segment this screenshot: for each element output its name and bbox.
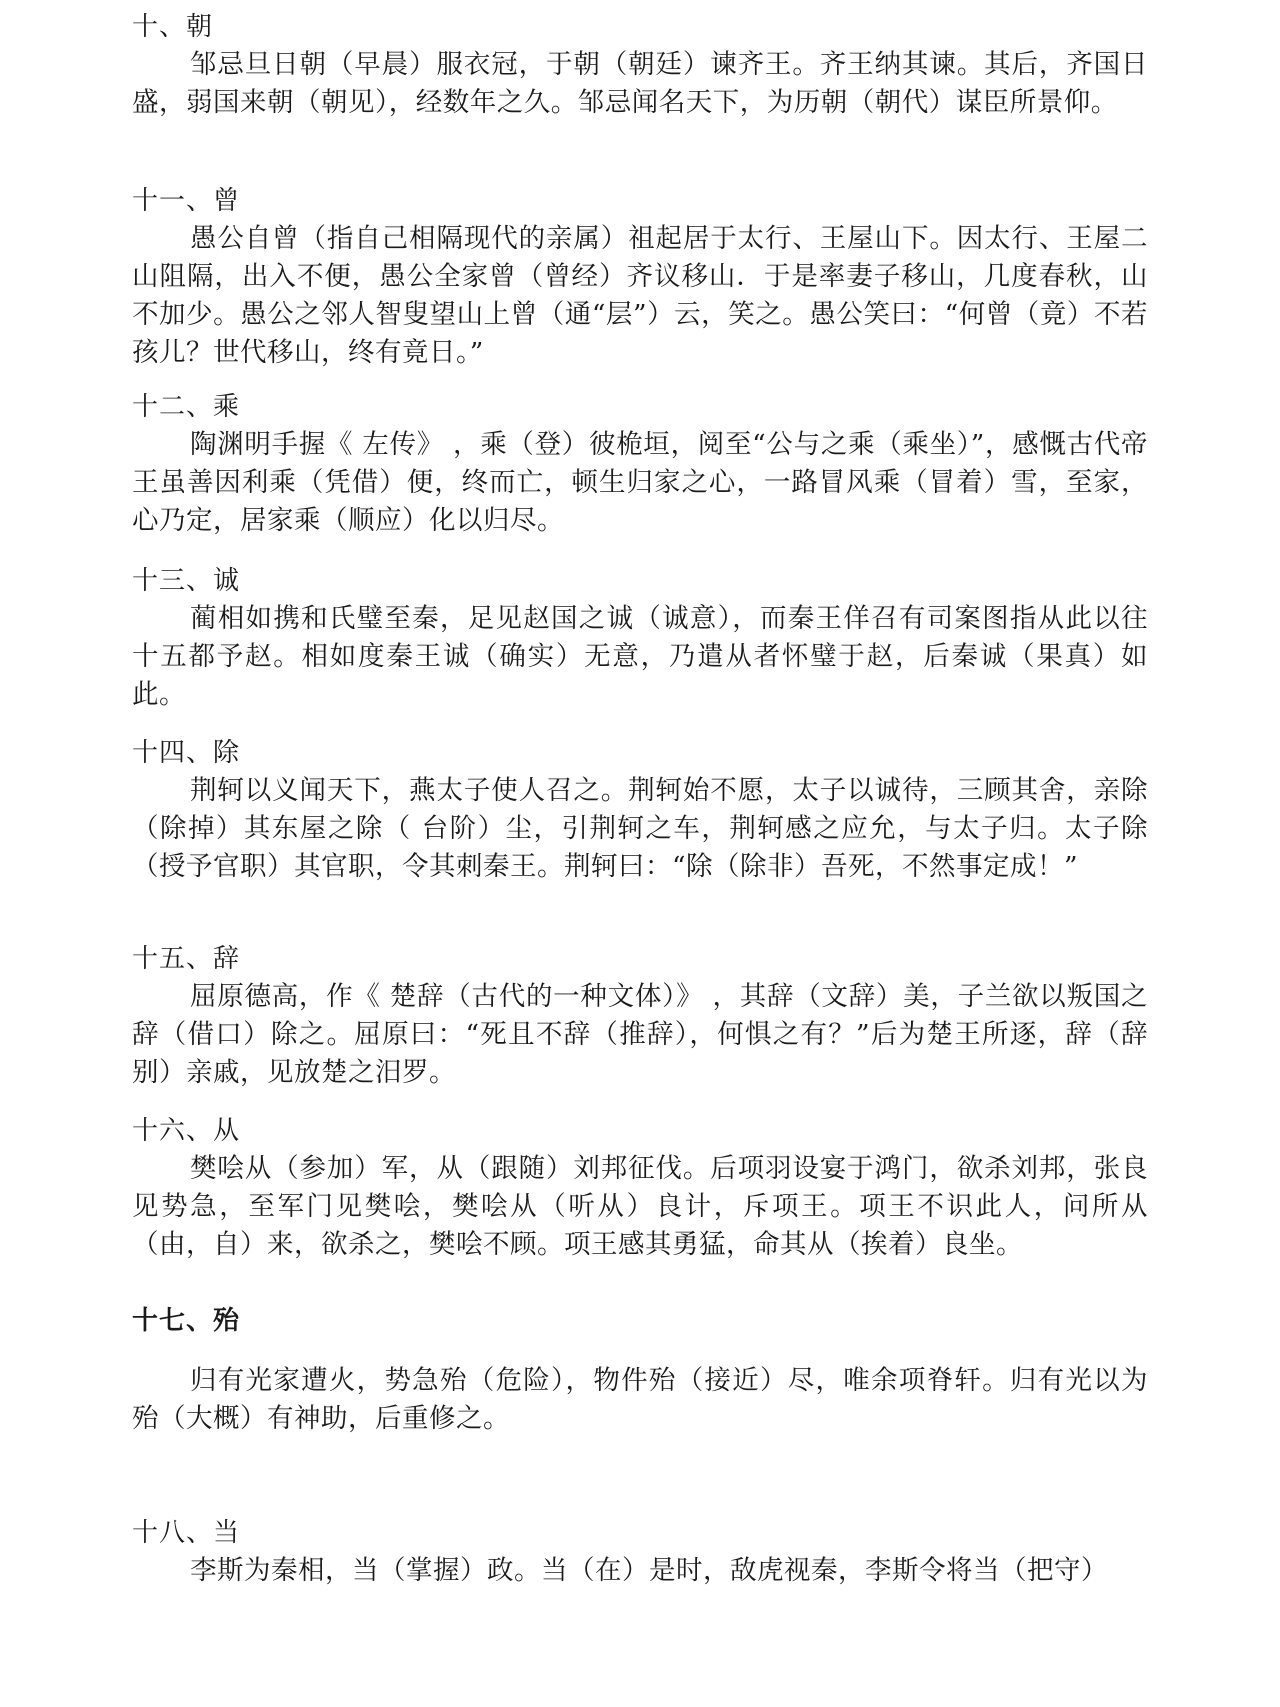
section-ci (132, 940, 1148, 1092)
section-paragraph: 荆轲以义闻天下，燕太子使人召之。荆轲始不愿，太子以诚待，三顾其舍，亲除（除掉）其东屋之除（ 台阶）尘，引荆轲之车，荆轲感之应允，与太子归。太子除（授予官职）其官职，令其刺秦王。荆轲曰：“除（除非）吾死，不然事定成！” (132, 775, 1148, 882)
section-heading: 十二、乘 (132, 392, 241, 422)
section-paragraph: 愚公自曾（指自己相隔现代的亲属）祖起居于太行、王屋山下。因太行、王屋二山阻隔，出入不便，愚公全家曾（曾经）齐议移山．于是率妻子移山，几度春秋，山不加少。愚公之邻人智叟望山上曾（通“层”）云，笑之。愚公笑曰：“何曾（竟）不若孩儿？世代移山，终有竟日。” (132, 223, 1148, 368)
section-paragraph: 屈原德高，作《 楚辞（古代的一种文体）》 ，其辞（文辞）美，子兰欲以叛国之辞（借口）除之。屈原曰：“死且不辞（推辞），何惧之有？”后为楚王所逐，辞（辞别）亲戚，见放楚之汨罗。 (132, 981, 1148, 1088)
section-paragraph: 蔺相如携和氏璧至秦，足见赵国之诚（诚意），而秦王佯召有司案图指从此以往十五都予赵。相如度秦王诚（确实）无意，乃遣从者怀璧于赵，后秦诚（果真）如此。 (132, 603, 1148, 710)
section-cheng-ride (132, 388, 1148, 540)
section-heading: 十一、曾 (132, 186, 241, 216)
section-dai (132, 1302, 1148, 1438)
section-chu (132, 734, 1148, 886)
section-heading: 十三、诚 (132, 566, 241, 596)
section-heading: 十八、当 (132, 1518, 241, 1548)
section-paragraph: 归有光家遭火，势急殆（危险），物件殆（接近）尽，唯余项脊轩。归有光以为殆（大概）有神助，后重修之。 (132, 1365, 1148, 1434)
section-paragraph: 李斯为秦相，当（掌握）政。当（在）是时，敌虎视秦，李斯令将当（把守） (190, 1555, 1108, 1586)
section-heading: 十四、除 (132, 738, 241, 768)
section-heading: 十七、殆 (132, 1306, 241, 1336)
section-ceng (132, 182, 1148, 372)
section-cong (132, 1112, 1148, 1264)
section-dang (132, 1514, 1148, 1590)
section-heading: 十五、辞 (132, 944, 241, 974)
section-paragraph: 樊哙从（参加）军，从（跟随）刘邦征伐。后项羽设宴于鸿门，欲杀刘邦，张良见势急，至军门见樊哙，樊哙从（听从）良计，斥项王。项王不识此人，问所从（由，自）来，欲杀之，樊哙不顾。项王感其勇猛，命其从（挨着）良坐。 (132, 1153, 1148, 1260)
section-zhao (132, 8, 1148, 122)
section-paragraph: 邹忌旦日朝（早晨）服衣冠，于朝（朝廷）谏齐王。齐王纳其谏。其后，齐国日盛，弱国来朝（朝见），经数年之久。邹忌闻名天下，为历朝（朝代）谋臣所景仰。 (132, 49, 1148, 118)
section-heading: 十、朝 (132, 12, 214, 42)
section-paragraph: 陶渊明手握《 左传》 ，乘（登）彼桅垣，阅至“公与之乘（乘坐）”，感慨古代帝王虽善因利乘（凭借）便，终而亡，顿生归家之心，一路冒风乘（冒着）雪，至家，心乃定，居家乘（顺应）化以归尽。 (132, 429, 1148, 536)
section-heading: 十六、从 (132, 1116, 241, 1146)
section-cheng-sincere (132, 562, 1148, 714)
